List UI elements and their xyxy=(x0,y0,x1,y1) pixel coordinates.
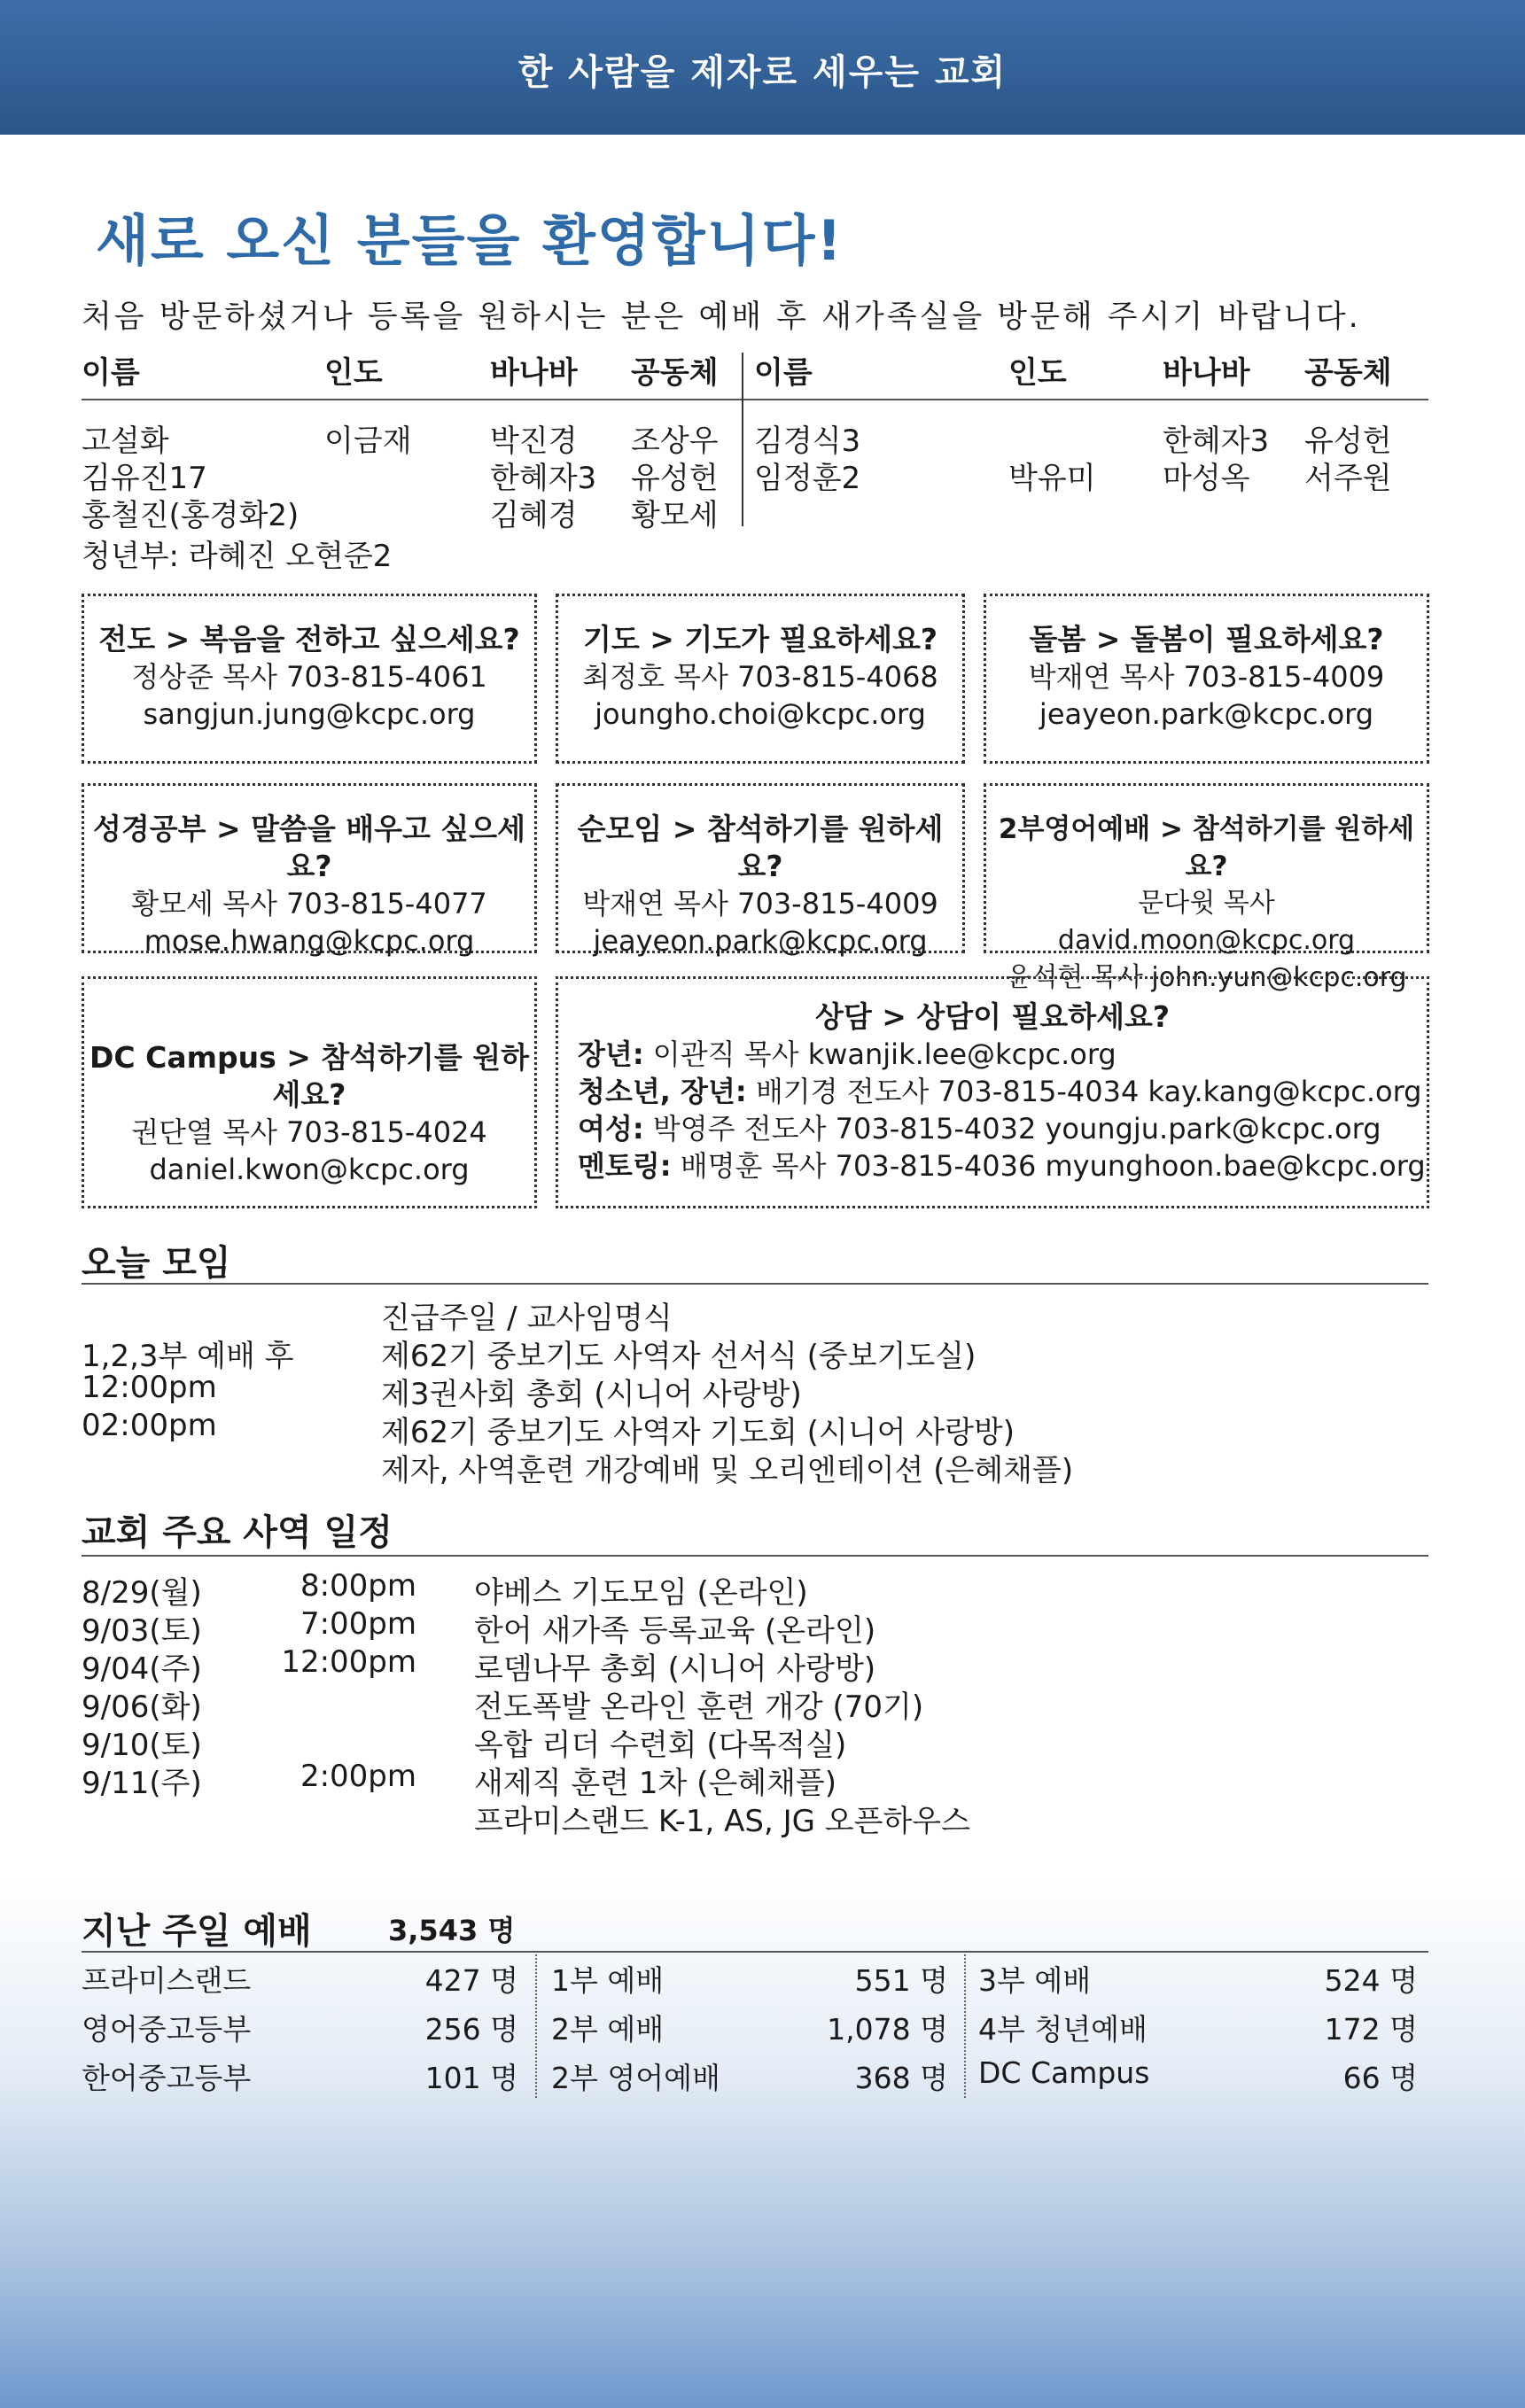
contact-line: 박재연 목사 703-815-4009 xyxy=(1028,660,1385,694)
attendance-label: 4부 청년예배 xyxy=(978,2012,1148,2047)
counsel-text: 배기경 전도사 703-815-4034 kay.kang@kcpc.org xyxy=(755,1075,1422,1108)
schedule-date: 9/04(주) xyxy=(82,1651,202,1687)
contact-box-care xyxy=(984,594,1429,764)
newcomer-guide: 이금재 xyxy=(324,423,412,459)
contact-title: 성경공부 > 말씀을 배우고 싶으세요? xyxy=(92,812,526,883)
attendance-count: 427 명 xyxy=(424,1963,518,1998)
schedule-date: 9/03(토) xyxy=(82,1613,202,1649)
contact-title: 기도 > 기도가 필요하세요? xyxy=(582,622,938,656)
attendance-divider xyxy=(535,1954,537,2098)
counsel-label: 여성: xyxy=(578,1112,644,1146)
counsel-text: 배명훈 목사 703-815-4036 myunghoon.bae@kcpc.org xyxy=(680,1149,1426,1183)
today-event: 진급주일 / 교사임명식 xyxy=(381,1301,673,1336)
newcomer-community: 조상우 xyxy=(631,423,719,459)
today-time: 12:00pm xyxy=(82,1370,217,1405)
schedule-event: 한어 새가족 등록교육 (온라인) xyxy=(474,1613,876,1649)
contact-email[interactable]: daniel.kwon@kcpc.org xyxy=(149,1153,470,1186)
today-event: 제62기 중보기도 사역자 기도회 (시니어 사랑방) xyxy=(381,1415,1015,1450)
today-time: 1,2,3부 예배 후 xyxy=(82,1339,294,1374)
contact-title: 전도 > 복음을 전하고 싶으세요? xyxy=(98,622,520,656)
contact-line: 윤석현 목사 john.yun@kcpc.org xyxy=(1006,962,1407,993)
welcome-title: 새로 오신 분들을 환영합니다! xyxy=(96,208,844,273)
contact-line: 문다윗 목사 david.moon@kcpc.org xyxy=(1057,888,1356,956)
contact-box-small-group xyxy=(556,783,965,958)
schedule-time: 12:00pm xyxy=(281,1644,416,1680)
contact-box-english-service xyxy=(984,783,1429,993)
today-heading: 오늘 모임 xyxy=(82,1243,231,1284)
contact-email[interactable]: jeayeon.park@kcpc.org xyxy=(1039,697,1374,731)
attendance-divider xyxy=(964,1954,966,2098)
newcomer-name: 임정훈2 xyxy=(754,461,861,496)
newcomer-guide: 박유미 xyxy=(1008,461,1096,496)
schedule-time: 2:00pm xyxy=(300,1759,416,1794)
schedule-heading: 교회 주요 사역 일정 xyxy=(82,1512,393,1553)
newcomer-name: 고설화 xyxy=(82,423,169,459)
counsel-title: 상담 > 상담이 필요하세요? xyxy=(814,999,1171,1034)
contact-title: 순모임 > 참석하기를 원하세요? xyxy=(577,812,944,883)
contact-email[interactable]: mose.hwang@kcpc.org xyxy=(144,924,475,958)
schedule-time: 8:00pm xyxy=(300,1568,416,1604)
contact-email[interactable]: jeayeon.park@kcpc.org xyxy=(593,924,928,958)
newcomer-barnabas: 김혜경 xyxy=(490,498,578,533)
schedule-date: 9/10(토) xyxy=(82,1728,202,1763)
schedule-date: 9/06(화) xyxy=(82,1689,202,1725)
schedule-event: 새제직 훈련 1차 (은혜채플) xyxy=(474,1766,837,1801)
schedule-event: 프라미스랜드 K-1, AS, JG 오픈하우스 xyxy=(474,1804,970,1839)
attendance-count: 1,078 명 xyxy=(827,2012,948,2047)
schedule-event: 야베스 기도모임 (온라인) xyxy=(474,1575,808,1611)
contact-email[interactable]: joungho.choi@kcpc.org xyxy=(595,697,926,731)
attendance-count: 66 명 xyxy=(1342,2061,1418,2095)
newcomer-barnabas: 박진경 xyxy=(490,423,578,459)
attendance-label: 2부 예배 xyxy=(551,2012,665,2047)
contact-line: 정상준 목사 703-815-4061 xyxy=(131,660,487,694)
newcomer-community: 황모세 xyxy=(631,498,719,533)
attendance-count: 551 명 xyxy=(854,1963,948,1998)
attendance-label: 한어중고등부 xyxy=(82,2061,252,2095)
contact-title: 2부영어예배 > 참석하기를 원하세요? xyxy=(998,813,1415,882)
contact-line: 황모세 목사 703-815-4077 xyxy=(131,887,487,920)
today-event: 제3권사회 총회 (시니어 사랑방) xyxy=(381,1377,802,1412)
col-header-barnabas: 바나바 xyxy=(490,355,578,391)
attendance-label: 영어중고등부 xyxy=(82,2012,252,2047)
col-header-name: 이름 xyxy=(82,355,140,391)
newcomer-community: 유성헌 xyxy=(1304,423,1392,459)
contact-box-dc-campus xyxy=(82,976,537,1208)
col-header-community: 공동체 xyxy=(631,355,719,391)
counsel-row xyxy=(578,1036,1427,1073)
col-header-community-right: 공동체 xyxy=(1304,355,1392,391)
contact-line: 최정호 목사 703-815-4068 xyxy=(582,660,938,694)
attendance-label: DC Campus xyxy=(978,2055,1150,2090)
schedule-date: 9/11(주) xyxy=(82,1766,202,1801)
youth-newcomers: 청년부: 라혜진 오현준2 xyxy=(82,539,393,574)
contact-line: 권단열 목사 703-815-4024 xyxy=(131,1115,487,1149)
today-time: 02:00pm xyxy=(82,1408,217,1443)
schedule-rule xyxy=(82,1555,1428,1557)
newcomer-barnabas: 마성옥 xyxy=(1163,461,1250,496)
contact-box-counseling xyxy=(556,976,1429,1208)
schedule-event: 옥합 리더 수련회 (다목적실) xyxy=(474,1728,847,1763)
contact-email[interactable]: sangjun.jung@kcpc.org xyxy=(143,697,476,731)
attendance-count: 172 명 xyxy=(1324,2012,1418,2047)
col-header-name-right: 이름 xyxy=(754,355,813,391)
header-banner xyxy=(0,0,1525,135)
schedule-event: 전도폭발 온라인 훈련 개강 (70기) xyxy=(474,1689,924,1725)
col-header-barnabas-right: 바나바 xyxy=(1163,355,1250,391)
newcomer-barnabas: 한혜자3 xyxy=(1163,423,1270,459)
welcome-intro: 처음 방문하셨거나 등록을 원하시는 분은 예배 후 새가족실을 방문해 주시기 바랍니다. xyxy=(82,299,1361,335)
col-header-guide-right: 인도 xyxy=(1008,355,1067,391)
counsel-label: 청소년, 장년: xyxy=(578,1075,747,1108)
counsel-text: 이관직 목사 kwanjik.lee@kcpc.org xyxy=(652,1037,1117,1071)
attendance-count: 368 명 xyxy=(854,2061,948,2095)
counsel-text: 박영주 전도사 703-815-4032 youngju.park@kcpc.org xyxy=(652,1112,1381,1146)
attendance-heading: 지난 주일 예배 xyxy=(82,1911,312,1952)
newcomer-community: 유성헌 xyxy=(631,461,719,496)
counsel-row xyxy=(578,1073,1427,1110)
today-event: 제62기 중보기도 사역자 선서식 (중보기도실) xyxy=(381,1339,976,1374)
newcomer-name: 홍철진(홍경화2) xyxy=(82,498,300,533)
table-header-rule xyxy=(82,399,1428,400)
counsel-label: 장년: xyxy=(578,1037,644,1071)
schedule-event: 로뎀나무 총회 (시니어 사랑방) xyxy=(474,1651,876,1687)
attendance-total: 3,543 명 xyxy=(388,1914,516,1947)
schedule-time: 7:00pm xyxy=(300,1606,416,1642)
contact-title: 돌봄 > 돌봄이 필요하세요? xyxy=(1029,622,1384,656)
today-rule xyxy=(82,1283,1428,1285)
attendance-count: 524 명 xyxy=(1324,1963,1418,1998)
contact-box-prayer xyxy=(556,594,965,764)
newcomer-barnabas: 한혜자3 xyxy=(490,461,597,496)
attendance-label: 1부 예배 xyxy=(551,1963,665,1998)
attendance-rule xyxy=(82,1951,1428,1953)
col-header-guide: 인도 xyxy=(324,355,383,391)
contact-title: DC Campus > 참석하기를 원하세요? xyxy=(89,1040,529,1112)
contact-box-bible-study xyxy=(82,783,537,958)
attendance-count: 101 명 xyxy=(424,2061,518,2095)
today-event: 제자, 사역훈련 개강예배 및 오리엔테이션 (은혜채플) xyxy=(381,1453,1074,1488)
newcomer-community: 서주원 xyxy=(1304,461,1392,496)
contact-box-evangelism xyxy=(82,594,537,764)
church-motto: 한 사람을 제자로 세우는 교회 xyxy=(517,52,1008,93)
counsel-label: 멘토링: xyxy=(578,1149,672,1183)
table-divider xyxy=(742,353,743,526)
attendance-label: 3부 예배 xyxy=(978,1963,1092,1998)
newcomer-name: 김유진17 xyxy=(82,461,207,496)
attendance-label: 프라미스랜드 xyxy=(82,1963,252,1998)
contact-line: 박재연 목사 703-815-4009 xyxy=(582,887,938,920)
counsel-row xyxy=(578,1110,1427,1147)
newcomer-name: 김경식3 xyxy=(754,423,861,459)
schedule-date: 8/29(월) xyxy=(82,1575,202,1611)
attendance-count: 256 명 xyxy=(424,2012,518,2047)
attendance-label: 2부 영어예배 xyxy=(551,2061,720,2095)
counsel-row xyxy=(578,1147,1427,1185)
